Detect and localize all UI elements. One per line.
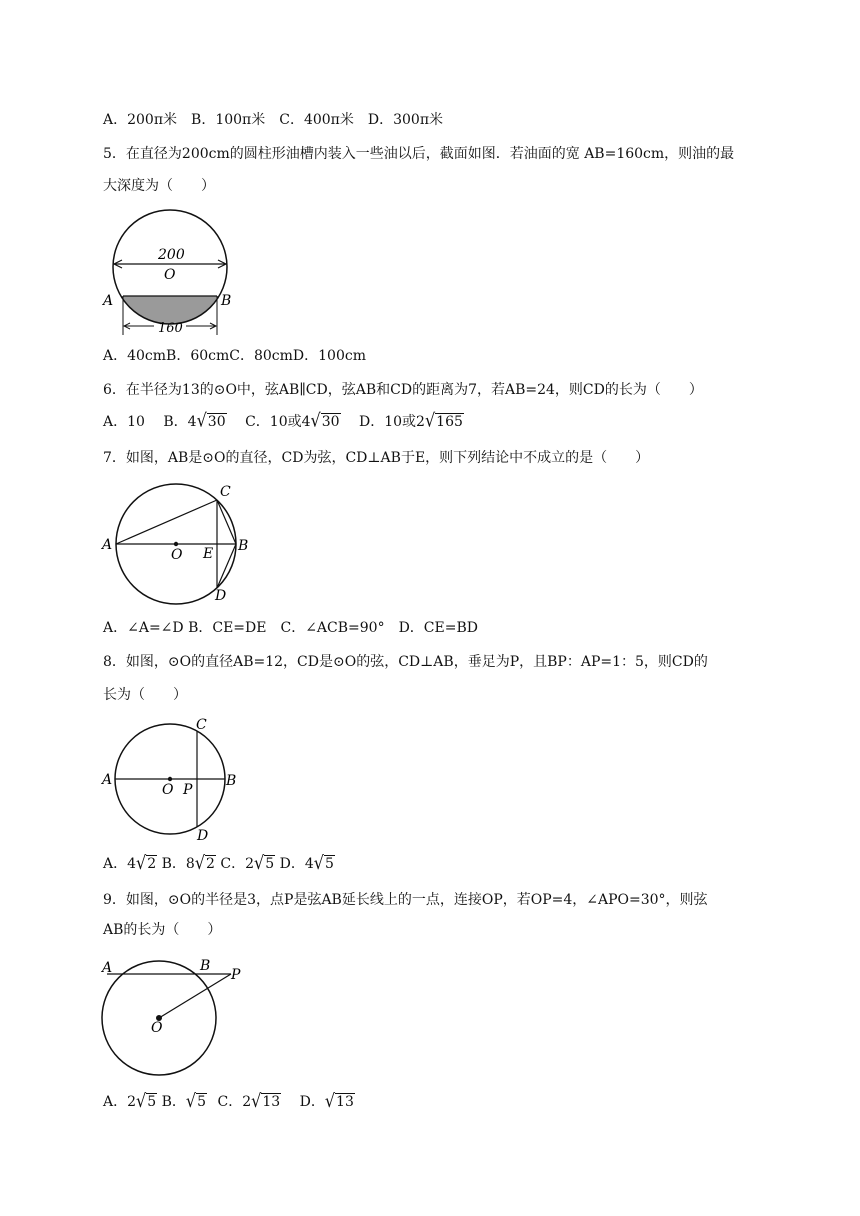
q6-options — [103, 409, 464, 432]
label-a: A — [102, 772, 113, 788]
q8-figure — [100, 716, 240, 842]
label-c: C — [220, 484, 231, 500]
q7-options: A．∠A=∠D B．CE=DE C．∠ACB=90° D．CE=BD — [103, 620, 478, 636]
label-b: B — [226, 773, 237, 789]
q9-stem-line2: AB的长为（ ） — [103, 922, 222, 938]
q9-option-a: A．2 √ 5 — [103, 1089, 157, 1112]
chord-bd — [217, 544, 236, 588]
q6-option-b: B．4 √ 30 — [163, 409, 226, 432]
label-b: B — [221, 293, 232, 309]
q8-option-c: C．2 √ 5 — [220, 851, 275, 874]
q8-options — [103, 851, 335, 874]
label-o: O — [162, 782, 174, 798]
q4-options: A．200π米 B．100π米 C．400π米 D．300π米 — [103, 112, 444, 128]
q5-figure — [100, 205, 240, 340]
label-p: P — [183, 782, 193, 798]
q9-figure — [100, 955, 260, 1077]
q9-option-b: B． √ 5 — [161, 1089, 207, 1112]
label-a: A — [102, 537, 113, 553]
q7-figure — [100, 478, 260, 606]
chord-cb — [217, 500, 236, 544]
label-o: O — [151, 1020, 163, 1036]
q8-stem-line2: 长为（ ） — [103, 687, 187, 703]
label-b: B — [238, 538, 249, 554]
q8-option-b: B．8 √ 2 — [161, 851, 215, 874]
q9-stem-line1: 9．如图，⊙O的半径是3，点P是弦AB延长线上的一点，连接OP，若OP=4，∠APO=30°，则弦 — [103, 892, 708, 908]
q6-stem: 6．在半径为13的⊙O中，弦AB∥CD，弦AB和CD的距离为7，若AB=24，则CD的长为（ ） — [103, 382, 703, 398]
label-o: O — [171, 547, 183, 563]
label-d: D — [197, 828, 209, 842]
center-dot — [168, 777, 172, 781]
chord-ac — [116, 500, 217, 544]
label-160: 160 — [158, 321, 183, 336]
label-a: A — [102, 960, 113, 976]
q8-option-a: A．4 √ 2 — [103, 851, 157, 874]
label-o: O — [164, 267, 176, 283]
q9-option-d: D． √ 13 — [299, 1089, 354, 1112]
q5-stem-line1: 5．在直径为200cm的圆柱形油槽内装入一些油以后，截面如图．若油面的宽 AB=160cm，则油的最 — [103, 146, 735, 162]
label-200: 200 — [158, 247, 185, 263]
q9-option-c: C．2 √ 13 — [217, 1089, 281, 1112]
q5-options: A．40cmB．60cmC．80cmD．100cm — [103, 348, 366, 364]
q8-stem-line1: 8．如图，⊙O的直径AB=12，CD是⊙O的弦，CD⊥AB，垂足为P，且BP：AP=1：5，则CD的 — [103, 654, 708, 670]
q6-option-a: A．10 — [103, 414, 145, 430]
q7-stem: 7．如图，AB是⊙O的直径，CD为弦，CD⊥AB于E，则下列结论中不成立的是（ ） — [103, 450, 650, 466]
segment-op — [159, 974, 231, 1018]
q6-option-d: D．10或2 √ 165 — [359, 409, 463, 432]
center-dot — [174, 542, 178, 546]
label-c: C — [196, 717, 207, 733]
label-b: B — [200, 958, 211, 974]
q6-option-c: C．10或4 √ 30 — [245, 409, 340, 432]
label-a: A — [103, 293, 114, 309]
label-p: P — [231, 967, 241, 983]
q5-stem-line2: 大深度为（ ） — [103, 178, 215, 194]
label-d: D — [215, 588, 227, 604]
q8-option-d: D．4 √ 5 — [279, 851, 334, 874]
label-e: E — [203, 546, 214, 562]
q9-options — [103, 1089, 355, 1112]
